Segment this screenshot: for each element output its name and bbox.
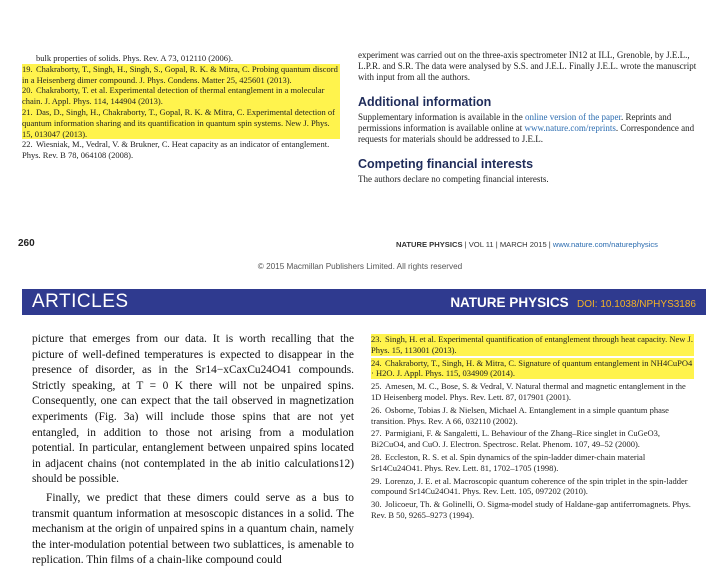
reference-item: 26. Osborne, Tobias J. & Nielsen, Michael A. Entanglement in a simple quantum phase transition. Phys. Rev. A 66, 032110 (2002). (371, 404, 669, 426)
author-contributions-text: experiment was carried out on the three-axis spectrometer IN12 at ILL, Grenoble, by J.E.L., L.P.R. and S.R. The data were analysed by S.S. and J.E.L. Finally J.E.L. wrote the manuscript with input from all the authors. (358, 50, 697, 82)
doi[interactable]: DOI: 10.1038/NPHYS3186 (577, 299, 696, 310)
reference-item-highlighted: 20. Chakraborty, T. et al. Experimental detection of thermal entanglement in a molecular chain. J. Appl. Phys. 114, 144904 (2013). (22, 85, 340, 107)
reference-item: 27. Parmigiani, F. & Sangaletti, L. Behaviour of the Zhang–Rice singlet in CuGeO3, Bi2CuO4, and CuO. J. Electron. Spectrosc. Relat. Phenom. 107, 49–52 (2000). (371, 428, 661, 450)
competing-interests-heading: Competing financial interests (358, 157, 534, 171)
journal-footer-name: NATURE PHYSICS (396, 240, 463, 249)
online-version-link[interactable]: online version of the paper (524, 112, 621, 122)
reference-item-highlighted: 24. Chakraborty, T., Singh, H. & Mitra, C. Signature of quantum entanglement in NH4CuPO4 · H2O. J. Appl. Phys. 115, 034909 (2014). (371, 357, 693, 379)
main-text-column (32, 332, 354, 569)
reference-item: 30. Jolicoeur, Th. & Golinelli, O. Sigma-model study of Haldane-gap antiferromagnets. Phys. Rev. B 50, 9265–9273 (1994). (371, 499, 691, 520)
reference-item-highlighted: 21. Das, D., Singh, H., Chakraborty, T., Gopal, R. K. & Mitra, C. Experimental detection of quantum information sharing and its quantification in quantum spin systems. New J. Phys. 15, 013047 (2013). (22, 107, 340, 139)
top-left-references (22, 53, 340, 161)
copyright-line: © 2015 Macmillan Publishers Limited. All rights reserved (257, 262, 463, 271)
journal-name: NATURE PHYSICS (450, 295, 569, 310)
section-label: ARTICLES (32, 291, 129, 312)
reference-item: 28. Eccleston, R. S. et al. Spin dynamics of the spin-ladder dimer-chain material Sr14Cu24O41. Phys. Rev. Lett. 81, 1702–1705 (1998). (371, 451, 646, 473)
reference-item-highlighted: 23. Singh, H. et al. Experimental quantification of entanglement through heat capacity. New J. Phys. 15, 113001 (2013). (371, 334, 693, 355)
additional-info-text: Supplementary information is available in the online version of the paper. Reprints and permissions information is available online at www.nature.com/reprints. Correspondence and requests for materials should be addressed to J.E.L. (358, 112, 695, 144)
competing-interests-text: The authors declare no competing financial interests. (358, 174, 549, 184)
article-banner (22, 289, 706, 315)
journal-footer-url[interactable]: www.nature.com/naturephysics (552, 240, 658, 249)
bottom-right-references (371, 334, 694, 521)
reference-item: 22. Wiesniak, M., Vedral, V. & Brukner, C. Heat capacity as an indicator of entanglement. Phys. Rev. B 78, 064108 (2008). (22, 139, 330, 161)
additional-info-heading: Additional information (358, 95, 492, 109)
body-paragraph: Finally, we predict that these dimers could serve as a bus to transmit quantum information at mesoscopic distances in a solid. The mechanism at the origin of unpaired spins in a quantum chain, namely the inter-modulation potential between two sublattices, is amenable to replication. Thin films of a chain-like compound could (32, 491, 354, 567)
reprints-link[interactable]: www.nature.com/reprints (524, 122, 616, 133)
journal-footer: NATURE PHYSICS | VOL 11 | MARCH 2015 | www.nature.com/naturephysics (396, 240, 658, 249)
reference-item: 25. Amesen, M. C., Bose, S. & Vedral, V. Natural thermal and magnetic entanglement in the 1D Heisenberg model. Phys. Rev. Lett. 87, 017901 (2001). (371, 381, 686, 402)
body-paragraph: picture that emerges from our data. It is worth recalling that the picture of well-defined temperatures is expected to disappear in the presence of disorder, as in the Sr14−xCaxCu24O41 compounds. Strictly speaking, at T = 0 K there will not be unpaired spins. Consequently, one can expect that the tail observed in magnetization experiments (Fig. 3a) will include those spins that are not yet entangled, in addition to those not arising from a modulation potential. In particular, entanglement between unpaired spins located in adjacent chains (not contemplated in the ab initio calculations12) should be possible. (32, 333, 354, 486)
reference-item-highlighted: 19. Chakraborty, T., Singh, H., Singh, S., Gopal, R. K. & Mitra, C. Probing quantum discord in a Heisenberg dimer compound. J. Phys. Condens. Matter 25, 425601 (2013). (22, 64, 340, 86)
reference-item: 29. Lorenzo, J. E. et al. Macroscopic quantum coherence of the spin triplet in the spin-ladder compound Sr14Cu24O41. Phys. Rev. Lett. 105, 097202 (2010). (371, 475, 688, 497)
reference-item: bulk properties of solids. Phys. Rev. A 73, 012110 (2006). (36, 53, 233, 63)
page-number: 260 (18, 238, 35, 249)
journal-name-and-doi (450, 294, 696, 312)
